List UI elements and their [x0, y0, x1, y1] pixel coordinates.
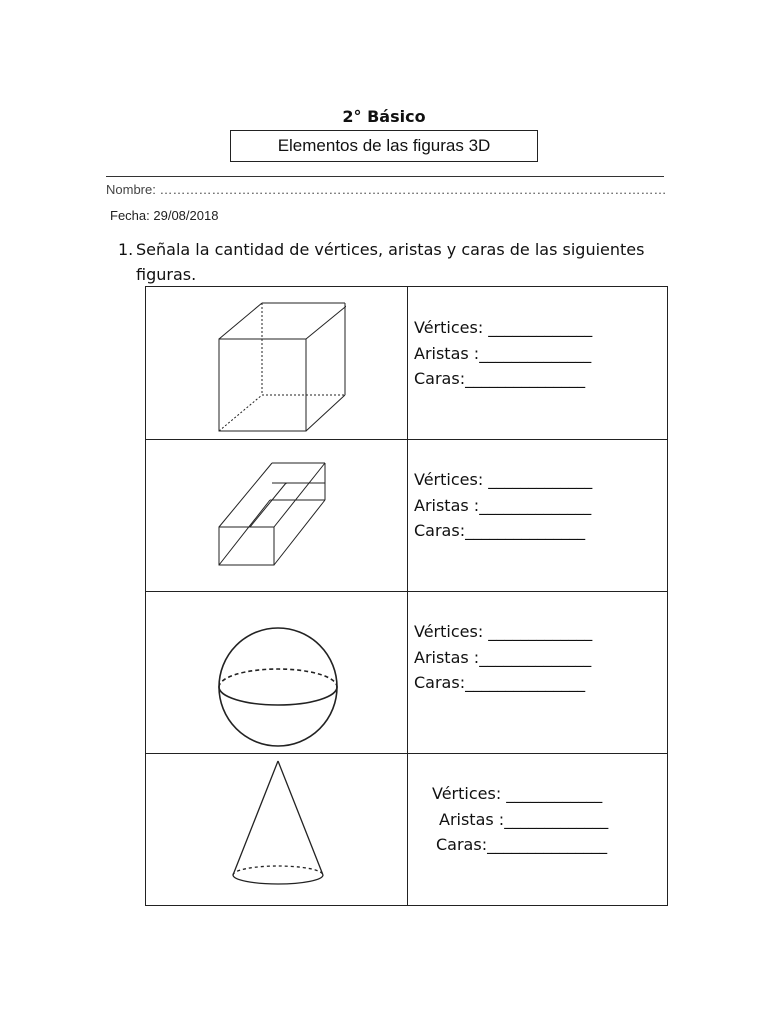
cone-icon — [228, 757, 328, 893]
aristas-answer[interactable]: Aristas :______________ — [414, 343, 592, 363]
answer-block-prism — [414, 467, 592, 544]
date-line — [110, 208, 218, 223]
vertices-answer[interactable]: Vértices: _____________ — [414, 622, 593, 641]
name-field[interactable] — [106, 182, 666, 197]
column-divider — [407, 287, 408, 905]
figures-table — [145, 286, 668, 906]
row-divider — [146, 439, 667, 440]
aristas-answer[interactable]: Aristas :_____________ — [439, 809, 609, 829]
name-dotted-line[interactable]: ……………………………………………………………………………………………………… — [159, 182, 667, 197]
date-label: Fecha: — [110, 208, 150, 223]
cube-icon — [206, 299, 346, 435]
caras-answer[interactable]: Caras:_______________ — [436, 835, 608, 854]
instruction — [118, 237, 678, 287]
grade-label: 2° Básico — [342, 107, 426, 126]
caras-answer[interactable]: Caras:_______________ — [414, 369, 586, 388]
vertices-answer[interactable]: Vértices: ____________ — [432, 784, 603, 803]
sphere-icon — [212, 611, 342, 751]
row-divider — [146, 591, 667, 592]
answer-block-cone — [432, 781, 608, 858]
rectangular-prism-icon — [210, 457, 330, 569]
vertices-answer[interactable]: Vértices: _____________ — [414, 318, 593, 337]
instruction-number: 1. — [118, 240, 134, 259]
aristas-answer[interactable]: Aristas :______________ — [414, 495, 592, 515]
date-value: 29/08/2018 — [153, 208, 219, 223]
header-divider — [106, 176, 664, 177]
caras-answer[interactable]: Caras:_______________ — [414, 673, 586, 692]
name-label: Nombre: — [106, 182, 156, 197]
instruction-text: Señala la cantidad de vértices, aristas y caras de las siguientes figuras. — [136, 240, 645, 284]
answer-block-sphere — [414, 619, 592, 696]
aristas-answer[interactable]: Aristas :______________ — [414, 647, 592, 667]
worksheet-title: Elementos de las figuras 3D — [230, 130, 538, 162]
vertices-answer[interactable]: Vértices: _____________ — [414, 470, 593, 489]
answer-block-cube — [414, 315, 592, 392]
row-divider — [146, 753, 667, 754]
caras-answer[interactable]: Caras:_______________ — [414, 521, 586, 540]
